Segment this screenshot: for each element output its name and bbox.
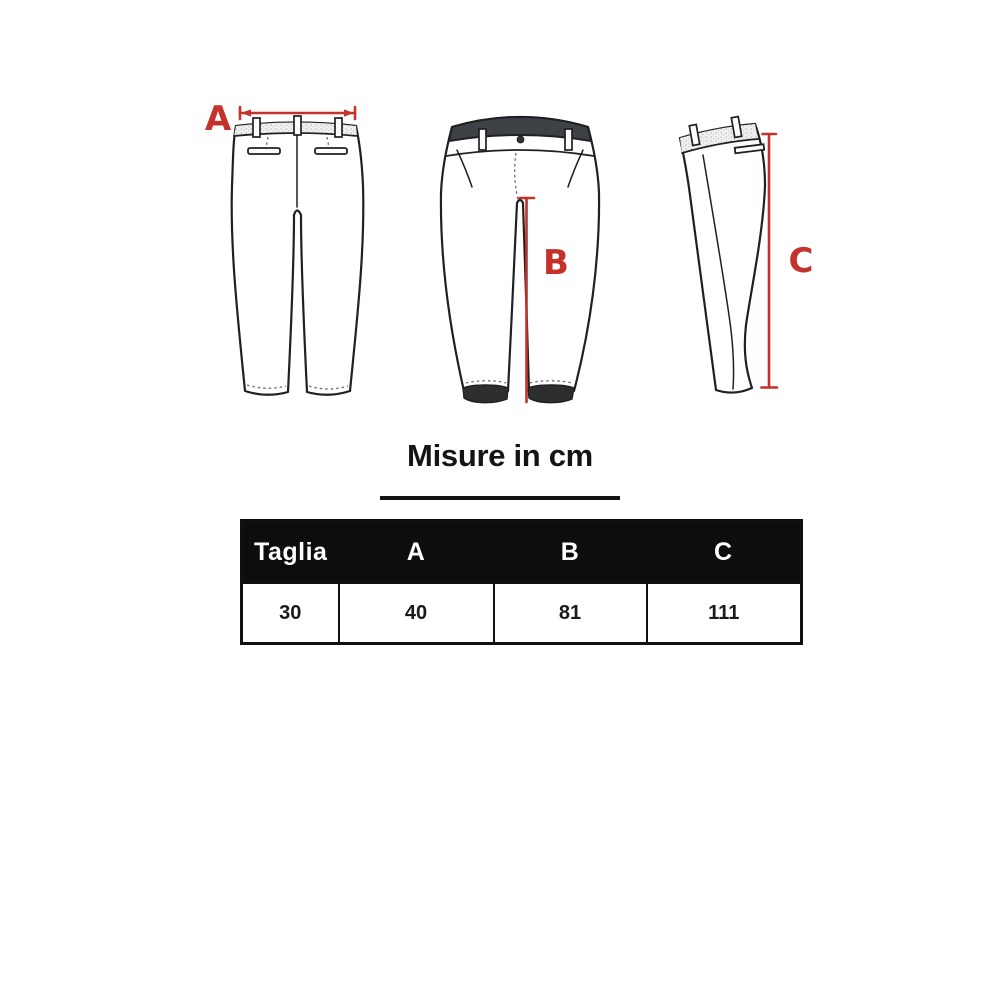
title-underline bbox=[380, 496, 620, 500]
side-silhouette bbox=[680, 124, 765, 393]
title-block bbox=[0, 440, 1000, 500]
measure-a-label: A bbox=[204, 99, 232, 139]
size-table bbox=[240, 519, 803, 645]
cell-b: 81 bbox=[494, 583, 647, 644]
measure-c-label: C bbox=[788, 241, 814, 281]
back-belt-loop-center bbox=[294, 116, 301, 135]
page-title: Misure in cm bbox=[407, 438, 593, 473]
back-belt-loop-right bbox=[335, 118, 342, 137]
front-button bbox=[517, 136, 524, 143]
back-pocket-right bbox=[315, 148, 347, 154]
cell-taglia: 30 bbox=[242, 583, 339, 644]
size-table-row bbox=[242, 583, 802, 644]
front-silhouette bbox=[441, 117, 599, 395]
front-hem-right bbox=[528, 385, 574, 403]
pants-front-view-diagram bbox=[430, 95, 630, 410]
header-c: C bbox=[647, 521, 802, 584]
measure-b-label: B bbox=[543, 243, 569, 283]
header-a: A bbox=[339, 521, 494, 584]
pants-side-view-diagram bbox=[655, 100, 825, 405]
size-table-header-row bbox=[242, 521, 802, 584]
header-b: B bbox=[494, 521, 647, 584]
front-belt-loop-right bbox=[565, 129, 572, 150]
cell-c: 111 bbox=[647, 583, 802, 644]
pants-back-view-diagram bbox=[200, 90, 385, 405]
header-taglia: Taglia bbox=[242, 521, 339, 584]
cell-a: 40 bbox=[339, 583, 494, 644]
back-pocket-left bbox=[248, 148, 280, 154]
front-hem-left bbox=[463, 385, 508, 403]
back-belt-loop-left bbox=[253, 118, 260, 137]
front-belt-loop-left bbox=[479, 129, 486, 150]
